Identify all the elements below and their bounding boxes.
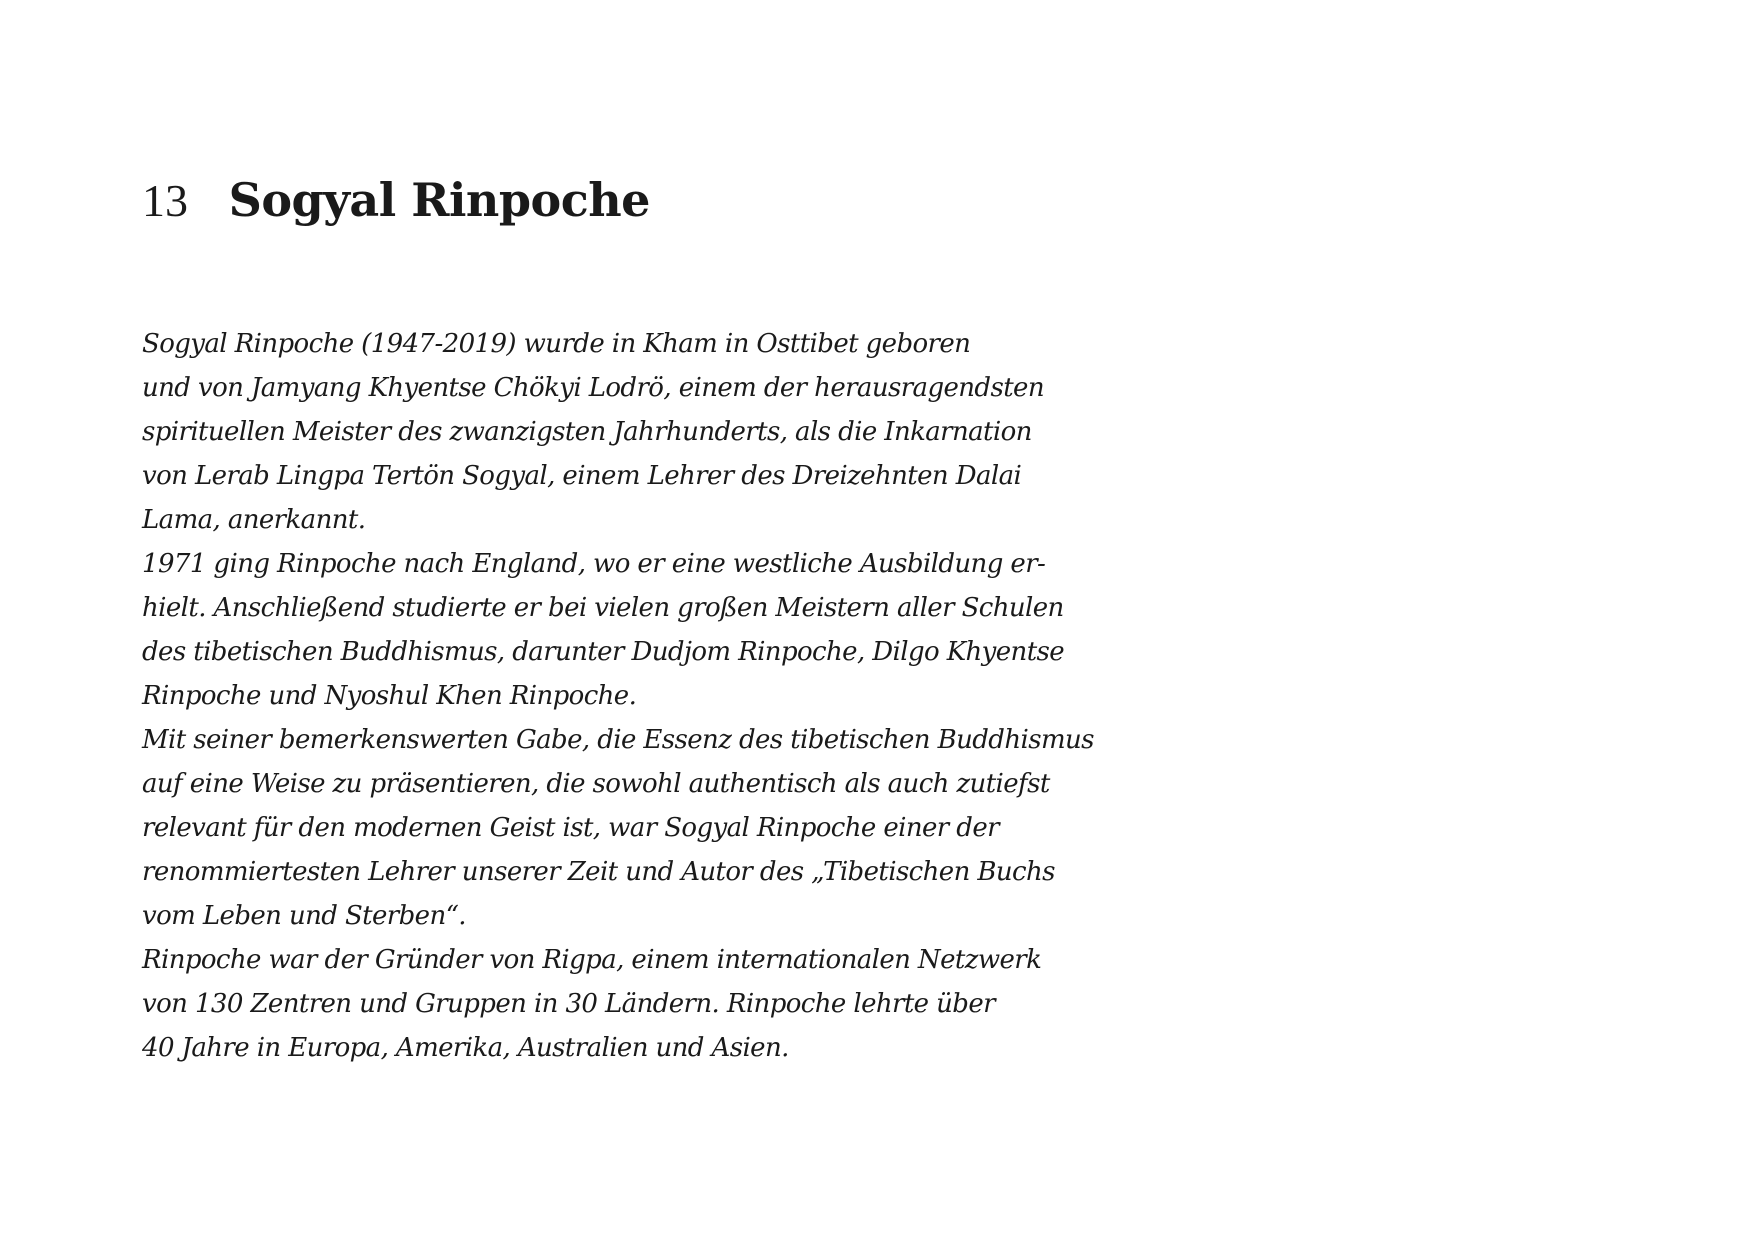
text-line: Mit seiner bemerkenswerten Gabe, die Essenz des tibetischen Buddhismus [142, 725, 1094, 755]
text-line: renommiertesten Lehrer unserer Zeit und Autor des „Tibetischen Buchs [142, 857, 1055, 887]
text-line: spirituellen Meister des zwanzigsten Jahrhunderts, als die Inkarnation [142, 417, 1032, 447]
text-line: 1971 ging Rinpoche nach England, wo er eine westliche Ausbildung er- [142, 549, 1046, 579]
text-line: und von Jamyang Khyentse Chökyi Lodrö, einem der herausragendsten [142, 373, 1044, 403]
text-line: von Lerab Lingpa Tertön Sogyal, einem Lehrer des Dreizehnten Dalai [142, 461, 1022, 491]
text-line: hielt. Anschließend studierte er bei vielen großen Meistern aller Schulen [142, 593, 1064, 623]
text-line: Rinpoche war der Gründer von Rigpa, einem internationalen Netzwerk [142, 945, 1042, 975]
text-line: 40 Jahre in Europa, Amerika, Australien und Asien. [142, 1033, 789, 1063]
text-line: vom Leben und Sterben“. [142, 901, 466, 931]
text-line: relevant für den modernen Geist ist, war Sogyal Rinpoche einer der [142, 813, 999, 843]
text-line: auf eine Weise zu präsentieren, die sowohl authentisch als auch zutiefst [142, 769, 1050, 799]
text-line: des tibetischen Buddhismus, darunter Dudjom Rinpoche, Dilgo Khyentse [142, 637, 1065, 667]
text-line: von 130 Zentren und Gruppen in 30 Ländern. Rinpoche lehrte über [142, 989, 995, 1019]
biography-text [142, 322, 1094, 1070]
chapter-title: Sogyal Rinpoche [228, 173, 650, 227]
text-line: Sogyal Rinpoche (1947-2019) wurde in Kham in Osttibet geboren [142, 329, 971, 359]
chapter-heading [142, 172, 650, 229]
text-line: Rinpoche und Nyoshul Khen Rinpoche. [142, 681, 637, 711]
chapter-number: 13 [142, 175, 188, 226]
text-line: Lama, anerkannt. [142, 505, 366, 535]
